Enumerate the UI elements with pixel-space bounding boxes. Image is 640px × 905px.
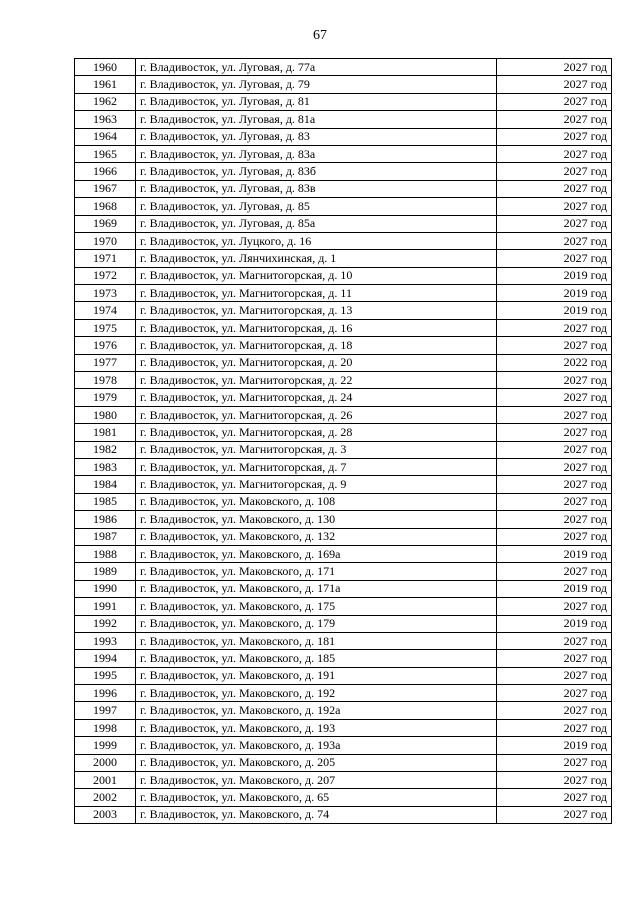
row-number-cell: 1976	[75, 337, 136, 354]
table-row	[75, 806, 612, 823]
row-number-cell: 1977	[75, 354, 136, 371]
address-cell: г. Владивосток, ул. Маковского, д. 207	[136, 772, 497, 789]
address-cell: г. Владивосток, ул. Луговая, д. 81а	[136, 111, 497, 128]
address-cell: г. Владивосток, ул. Магнитогорская, д. 7	[136, 458, 497, 475]
address-cell: г. Владивосток, ул. Магнитогорская, д. 24	[136, 389, 497, 406]
year-cell: 2027 год	[497, 632, 612, 649]
address-cell: г. Владивосток, ул. Маковского, д. 171а	[136, 580, 497, 597]
address-cell: г. Владивосток, ул. Маковского, д. 191	[136, 667, 497, 684]
address-cell: г. Владивосток, ул. Луговая, д. 81	[136, 93, 497, 110]
year-cell: 2019 год	[497, 302, 612, 319]
row-number-cell: 1968	[75, 198, 136, 215]
year-cell: 2027 год	[497, 111, 612, 128]
address-cell: г. Владивосток, ул. Магнитогорская, д. 16	[136, 319, 497, 336]
year-cell: 2027 год	[497, 754, 612, 771]
address-cell: г. Владивосток, ул. Магнитогорская, д. 18	[136, 337, 497, 354]
row-number-cell: 1982	[75, 441, 136, 458]
table-body	[75, 59, 612, 824]
year-cell: 2027 год	[497, 702, 612, 719]
year-cell: 2027 год	[497, 685, 612, 702]
table-row	[75, 545, 612, 562]
year-cell: 2027 год	[497, 59, 612, 76]
address-cell: г. Владивосток, ул. Маковского, д. 192	[136, 685, 497, 702]
page-number: 67	[313, 28, 327, 43]
row-number-cell: 2002	[75, 789, 136, 806]
table-row	[75, 111, 612, 128]
row-number-cell: 1973	[75, 285, 136, 302]
year-cell: 2027 год	[497, 563, 612, 580]
year-cell: 2027 год	[497, 406, 612, 423]
table-row	[75, 59, 612, 76]
table-row	[75, 737, 612, 754]
year-cell: 2027 год	[497, 215, 612, 232]
row-number-cell: 1998	[75, 719, 136, 736]
year-cell: 2027 год	[497, 145, 612, 162]
year-cell: 2027 год	[497, 93, 612, 110]
table-row	[75, 650, 612, 667]
year-cell: 2027 год	[497, 719, 612, 736]
row-number-cell: 1985	[75, 493, 136, 510]
address-cell: г. Владивосток, ул. Маковского, д. 108	[136, 493, 497, 510]
row-number-cell: 1960	[75, 59, 136, 76]
row-number-cell: 1964	[75, 128, 136, 145]
address-cell: г. Владивосток, ул. Маковского, д. 175	[136, 598, 497, 615]
table-row	[75, 93, 612, 110]
row-number-cell: 1995	[75, 667, 136, 684]
table-row	[75, 145, 612, 162]
row-number-cell: 1970	[75, 232, 136, 249]
table-row	[75, 476, 612, 493]
row-number-cell: 1972	[75, 267, 136, 284]
row-number-cell: 1965	[75, 145, 136, 162]
row-number-cell: 1993	[75, 632, 136, 649]
table-row	[75, 685, 612, 702]
table-row	[75, 424, 612, 441]
address-cell: г. Владивосток, ул. Луговая, д. 83б	[136, 163, 497, 180]
table-row	[75, 302, 612, 319]
row-number-cell: 1963	[75, 111, 136, 128]
year-cell: 2027 год	[497, 337, 612, 354]
address-cell: г. Владивосток, ул. Магнитогорская, д. 22	[136, 372, 497, 389]
year-cell: 2027 год	[497, 441, 612, 458]
address-cell: г. Владивосток, ул. Луговая, д. 83а	[136, 145, 497, 162]
table-row	[75, 441, 612, 458]
address-cell: г. Владивосток, ул. Маковского, д. 193а	[136, 737, 497, 754]
row-number-cell: 1989	[75, 563, 136, 580]
row-number-cell: 1967	[75, 180, 136, 197]
year-cell: 2027 год	[497, 458, 612, 475]
address-cell: г. Владивосток, ул. Маковского, д. 179	[136, 615, 497, 632]
row-number-cell: 1979	[75, 389, 136, 406]
table-row	[75, 615, 612, 632]
address-cell: г. Владивосток, ул. Магнитогорская, д. 10	[136, 267, 497, 284]
table-row	[75, 789, 612, 806]
table-row	[75, 598, 612, 615]
row-number-cell: 1987	[75, 528, 136, 545]
row-number-cell: 1994	[75, 650, 136, 667]
year-cell: 2027 год	[497, 493, 612, 510]
year-cell: 2027 год	[497, 528, 612, 545]
year-cell: 2019 год	[497, 545, 612, 562]
row-number-cell: 1974	[75, 302, 136, 319]
address-cell: г. Владивосток, ул. Маковского, д. 65	[136, 789, 497, 806]
table-row	[75, 493, 612, 510]
address-cell: г. Владивосток, ул. Магнитогорская, д. 3	[136, 441, 497, 458]
address-cell: г. Владивосток, ул. Маковского, д. 181	[136, 632, 497, 649]
year-cell: 2027 год	[497, 389, 612, 406]
table-row	[75, 702, 612, 719]
row-number-cell: 1975	[75, 319, 136, 336]
table-row	[75, 406, 612, 423]
year-cell: 2019 год	[497, 285, 612, 302]
year-cell: 2027 год	[497, 180, 612, 197]
year-cell: 2027 год	[497, 650, 612, 667]
housing-registry-table	[74, 58, 612, 824]
year-cell: 2027 год	[497, 250, 612, 267]
address-cell: г. Владивосток, ул. Маковского, д. 171	[136, 563, 497, 580]
year-cell: 2027 год	[497, 511, 612, 528]
table-row	[75, 337, 612, 354]
address-cell: г. Владивосток, ул. Маковского, д. 205	[136, 754, 497, 771]
table-row	[75, 772, 612, 789]
address-cell: г. Владивосток, ул. Маковского, д. 74	[136, 806, 497, 823]
row-number-cell: 1969	[75, 215, 136, 232]
table-row	[75, 285, 612, 302]
table-row	[75, 76, 612, 93]
address-cell: г. Владивосток, ул. Магнитогорская, д. 26	[136, 406, 497, 423]
address-cell: г. Владивосток, ул. Луговая, д. 83в	[136, 180, 497, 197]
year-cell: 2027 год	[497, 476, 612, 493]
table-row	[75, 563, 612, 580]
row-number-cell: 1990	[75, 580, 136, 597]
row-number-cell: 1997	[75, 702, 136, 719]
row-number-cell: 1996	[75, 685, 136, 702]
row-number-cell: 1999	[75, 737, 136, 754]
address-cell: г. Владивосток, ул. Маковского, д. 193	[136, 719, 497, 736]
table-row	[75, 511, 612, 528]
row-number-cell: 1961	[75, 76, 136, 93]
year-cell: 2027 год	[497, 772, 612, 789]
address-cell: г. Владивосток, ул. Маковского, д. 192а	[136, 702, 497, 719]
year-cell: 2027 год	[497, 372, 612, 389]
table-row	[75, 354, 612, 371]
address-cell: г. Владивосток, ул. Луговая, д. 85а	[136, 215, 497, 232]
table-row	[75, 163, 612, 180]
table-row	[75, 198, 612, 215]
row-number-cell: 1991	[75, 598, 136, 615]
address-cell: г. Владивосток, ул. Магнитогорская, д. 9	[136, 476, 497, 493]
row-number-cell: 1966	[75, 163, 136, 180]
table-row	[75, 319, 612, 336]
address-cell: г. Владивосток, ул. Луцкого, д. 16	[136, 232, 497, 249]
row-number-cell: 2003	[75, 806, 136, 823]
row-number-cell: 1984	[75, 476, 136, 493]
address-cell: г. Владивосток, ул. Магнитогорская, д. 20	[136, 354, 497, 371]
row-number-cell: 1988	[75, 545, 136, 562]
table-row	[75, 389, 612, 406]
table-row	[75, 232, 612, 249]
year-cell: 2027 год	[497, 232, 612, 249]
table-row	[75, 267, 612, 284]
address-cell: г. Владивосток, ул. Луговая, д. 77а	[136, 59, 497, 76]
year-cell: 2019 год	[497, 580, 612, 597]
address-cell: г. Владивосток, ул. Магнитогорская, д. 13	[136, 302, 497, 319]
address-cell: г. Владивосток, ул. Маковского, д. 132	[136, 528, 497, 545]
table-row	[75, 128, 612, 145]
row-number-cell: 2001	[75, 772, 136, 789]
year-cell: 2027 год	[497, 198, 612, 215]
address-cell: г. Владивосток, ул. Луговая, д. 79	[136, 76, 497, 93]
address-cell: г. Владивосток, ул. Луговая, д. 85	[136, 198, 497, 215]
year-cell: 2019 год	[497, 267, 612, 284]
row-number-cell: 1980	[75, 406, 136, 423]
address-cell: г. Владивосток, ул. Маковского, д. 169а	[136, 545, 497, 562]
table-row	[75, 754, 612, 771]
table-row	[75, 180, 612, 197]
row-number-cell: 1983	[75, 458, 136, 475]
year-cell: 2019 год	[497, 615, 612, 632]
address-cell: г. Владивосток, ул. Луговая, д. 83	[136, 128, 497, 145]
address-cell: г. Владивосток, ул. Магнитогорская, д. 28	[136, 424, 497, 441]
table-row	[75, 458, 612, 475]
year-cell: 2027 год	[497, 319, 612, 336]
year-cell: 2022 год	[497, 354, 612, 371]
year-cell: 2019 год	[497, 737, 612, 754]
year-cell: 2027 год	[497, 76, 612, 93]
year-cell: 2027 год	[497, 424, 612, 441]
year-cell: 2027 год	[497, 789, 612, 806]
row-number-cell: 1981	[75, 424, 136, 441]
table-row	[75, 215, 612, 232]
year-cell: 2027 год	[497, 806, 612, 823]
year-cell: 2027 год	[497, 163, 612, 180]
address-cell: г. Владивосток, ул. Маковского, д. 185	[136, 650, 497, 667]
year-cell: 2027 год	[497, 667, 612, 684]
row-number-cell: 1986	[75, 511, 136, 528]
row-number-cell: 1978	[75, 372, 136, 389]
year-cell: 2027 год	[497, 128, 612, 145]
row-number-cell: 1962	[75, 93, 136, 110]
address-cell: г. Владивосток, ул. Магнитогорская, д. 11	[136, 285, 497, 302]
row-number-cell: 2000	[75, 754, 136, 771]
row-number-cell: 1992	[75, 615, 136, 632]
table-row	[75, 372, 612, 389]
address-cell: г. Владивосток, ул. Маковского, д. 130	[136, 511, 497, 528]
table-row	[75, 250, 612, 267]
address-cell: г. Владивосток, ул. Лянчихинская, д. 1	[136, 250, 497, 267]
table-row	[75, 719, 612, 736]
table-row	[75, 632, 612, 649]
table-row	[75, 528, 612, 545]
table-row	[75, 580, 612, 597]
row-number-cell: 1971	[75, 250, 136, 267]
year-cell: 2027 год	[497, 598, 612, 615]
table-row	[75, 667, 612, 684]
